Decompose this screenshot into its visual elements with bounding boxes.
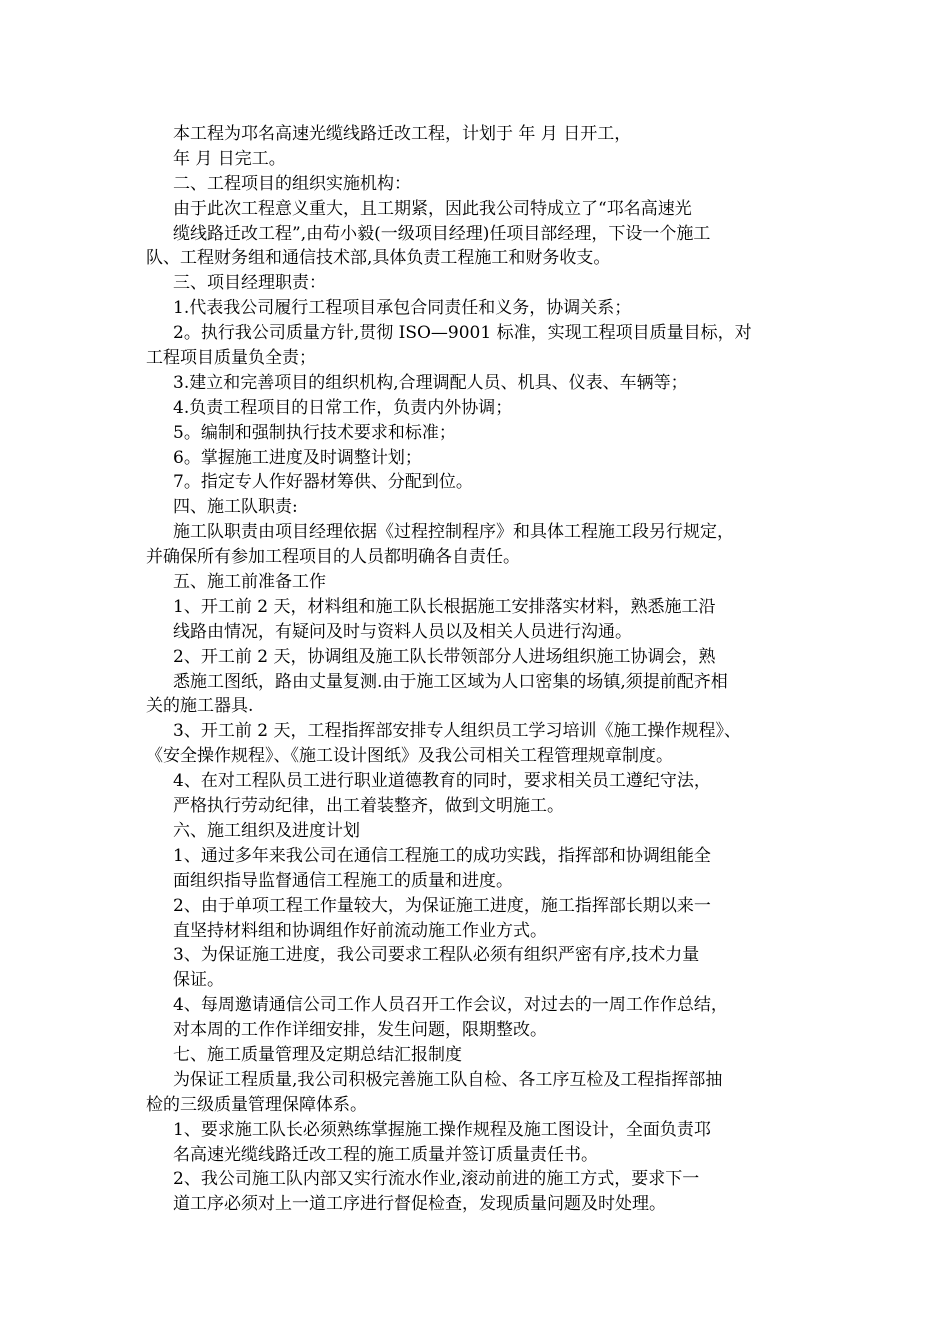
text-line: 名高速光缆线路迁改工程的施工质量并签订质量责任书。 [173,1144,598,1165]
section-heading: 二、工程项目的组织实施机构： [173,173,411,194]
list-item: 2、由于单项工程工作量较大，为保证施工进度，施工指挥部长期以来一 [173,895,711,916]
text-line: 并确保所有参加工程项目的人员都明确各自责任。 [146,547,520,568]
section-heading: 五、施工前准备工作 [173,572,326,593]
list-item: 4.负责工程项目的日常工作，负责内外协调； [173,397,513,418]
list-item: 5。编制和强制执行技术要求和标准； [173,422,456,443]
list-item: 6。掌握施工进度及时调整计划； [173,447,422,468]
text-line: 直坚持材料组和协调组作好前流动施工作业方式。 [173,920,547,941]
list-item: 7。指定专人作好器材筹供、分配到位。 [173,472,473,493]
text-line: 队、工程财务组和通信技术部,具体负责工程施工和财务收支。 [146,248,611,269]
text-line: 年 月 日完工。 [173,148,286,169]
text-line: 检的三级质量管理保障体系。 [146,1094,367,1115]
text-line: 面组织指导监督通信工程施工的质量和进度。 [173,870,513,891]
list-item: 2、我公司施工队内部又实行流水作业,滚动前进的施工方式，要求下一 [173,1169,700,1190]
list-item: 3.建立和完善项目的组织机构,合理调配人员、机具、仪表、车辆等； [173,372,688,393]
text-line: 本工程为邛名高速光缆线路迁改工程，计划于 年 月 日开工， [173,124,632,144]
text-line: 对本周的工作作详细安排，发生问题，限期整改。 [173,1020,547,1041]
document-body [0,122,950,1217]
text-line: 施工队职责由项目经理依据《过程控制程序》和具体工程施工段另行规定， [173,522,734,543]
text-line: 道工序必须对上一道工序进行督促检查，发现质量问题及时处理。 [173,1194,666,1215]
list-item: 3、开工前 2 天，工程指挥部安排专人组织员工学习培训《施工操作规程》、 [173,721,741,742]
list-item: 1、开工前 2 天，材料组和施工队长根据施工安排落实材料，熟悉施工沿 [173,596,716,617]
text-line: 关的施工器具. [146,696,254,717]
text-line: 《安全操作规程》、《施工设计图纸》及我公司相关工程管理规章制度。 [146,746,673,767]
list-item: 1、通过多年来我公司在通信工程施工的成功实践，指挥部和协调组能全 [173,845,711,866]
text-line: 由于此次工程意义重大，且工期紧，因此我公司特成立了“邛名高速光 [173,198,692,219]
list-item: 4、在对工程队员工进行职业道德教育的同时，要求相关员工遵纪守法， [173,771,711,792]
text-line: 为保证工程质量,我公司积极完善施工队自检、各工序互检及工程指挥部抽 [173,1069,723,1090]
section-heading: 三、项目经理职责： [173,273,326,294]
section-heading: 六、施工组织及进度计划 [173,820,360,841]
list-item: 3、为保证施工进度，我公司要求工程队必须有组织严密有序,技术力量 [173,945,700,966]
text-line: 缆线路迁改工程”,由苟小毅(一级项目经理)任项目部经理，下设一个施工 [173,223,711,244]
text-line: 线路由情况，有疑问及时与资料人员以及相关人员进行沟通。 [173,621,632,642]
list-item: 4、每周邀请通信公司工作人员召开工作会议，对过去的一周工作作总结， [173,995,728,1016]
list-item: 1.代表我公司履行工程项目承包合同责任和义务，协调关系； [173,298,632,319]
list-item: 1、要求施工队长必须熟练掌握施工操作规程及施工图设计，全面负责邛 [173,1119,711,1140]
text-line: 严格执行劳动纪律，出工着装整齐，做到文明施工。 [173,796,564,817]
text-line: 工程项目质量负全责； [146,348,316,369]
text-line: 悉施工图纸，路由丈量复测.由于施工区域为人口密集的场镇,须提前配齐相 [173,671,728,692]
section-heading: 四、施工队职责: [173,497,298,518]
text-line: 保证。 [173,970,224,991]
list-item: 2、开工前 2 天，协调组及施工队长带领部分人进场组织施工协调会，熟 [173,646,716,667]
list-item: 2。执行我公司质量方针,贯彻 ISO—9001 标准，实现工程项目质量目标，对 [173,323,752,344]
section-heading: 七、施工质量管理及定期总结汇报制度 [173,1044,462,1065]
